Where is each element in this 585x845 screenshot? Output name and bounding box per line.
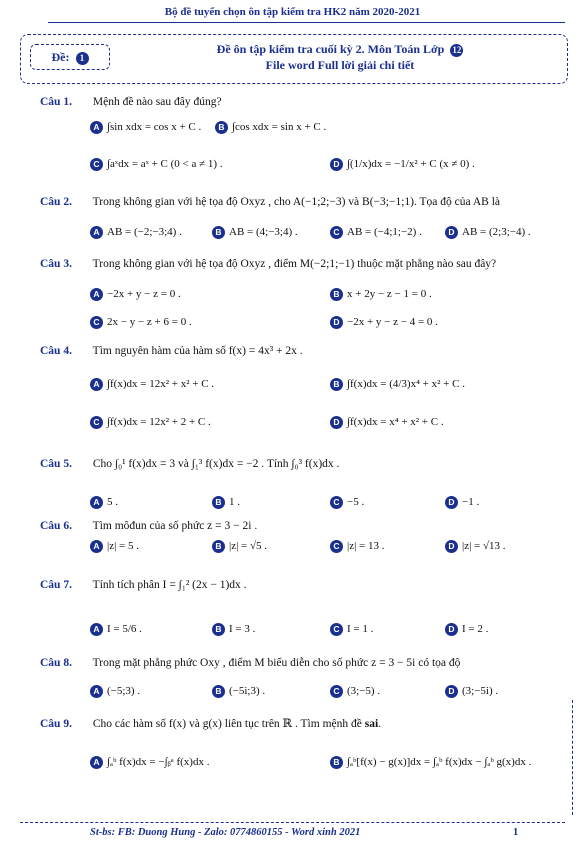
option-letter-badge: D	[445, 496, 458, 509]
option-text: AB = (2;3;−4) .	[462, 226, 531, 239]
option-text: ∫f(x)dx = (4/3)x⁴ + x² + C .	[347, 378, 465, 391]
option-text: AB = (4;−3;4) .	[229, 226, 298, 239]
option-text: AB = (−4;1;−2) .	[347, 226, 422, 239]
option-b[interactable]	[330, 756, 531, 769]
exam-title	[130, 42, 550, 57]
option-text: I = 1 .	[347, 623, 374, 636]
option-b[interactable]	[330, 288, 432, 301]
option-text: 5 .	[107, 496, 118, 509]
exam-subtitle: File word Full lời giải chi tiết	[265, 58, 415, 72]
option-b[interactable]	[212, 685, 265, 698]
option-text: (−5;3) .	[107, 685, 141, 698]
option-c[interactable]	[330, 226, 422, 239]
option-text: ∫aˣdx = aˣ + C (0 < a ≠ 1) .	[107, 158, 223, 171]
option-text: (−5i;3) .	[229, 685, 266, 698]
question-text: Cho ∫₀¹ f(x)dx = 3 và ∫₁³ f(x)dx = −2 . Tính ∫₀³ f(x)dx .	[92, 458, 340, 470]
option-letter-badge: D	[330, 316, 343, 329]
option-text: x + 2y − z − 1 = 0 .	[347, 288, 432, 301]
option-a[interactable]	[90, 378, 214, 391]
option-c[interactable]	[330, 496, 364, 509]
option-letter-badge: C	[330, 496, 343, 509]
question-8	[40, 657, 460, 669]
option-d[interactable]	[445, 496, 479, 509]
question-4	[40, 345, 303, 357]
option-d[interactable]	[330, 158, 475, 171]
question-7	[40, 579, 247, 591]
option-letter-badge: B	[212, 496, 225, 509]
question-1	[40, 96, 222, 108]
page-number: 1	[513, 827, 519, 838]
option-text: ∫f(x)dx = 12x² + x² + C .	[107, 378, 215, 391]
question-6	[40, 520, 257, 532]
option-letter-badge: C	[330, 226, 343, 239]
question-number: Câu 8.	[40, 657, 72, 669]
option-b[interactable]	[212, 540, 267, 553]
exam-number-box	[30, 44, 110, 70]
option-c[interactable]	[330, 540, 385, 553]
option-letter-badge: C	[90, 416, 103, 429]
option-letter-badge: A	[90, 121, 103, 134]
option-text: |z| = √5 .	[229, 540, 268, 553]
option-text: −5 .	[347, 496, 365, 509]
option-letter-badge: C	[330, 685, 343, 698]
option-text: AB = (−2;−3;4) .	[107, 226, 182, 239]
option-letter-badge: B	[215, 121, 228, 134]
option-d[interactable]	[445, 226, 531, 239]
option-letter-badge: C	[330, 540, 343, 553]
question-number: Câu 3.	[40, 258, 72, 270]
option-text: −2x + y − z = 0 .	[107, 288, 181, 301]
option-text: −1 .	[462, 496, 480, 509]
question-3	[40, 258, 496, 270]
question-number: Câu 4.	[40, 345, 72, 357]
exam-label: Đề:	[51, 50, 70, 64]
question-text: Trong không gian với hệ tọa độ Oxyz , cho A(−1;2;−3) và B(−3;−1;1). Tọa độ của AB là	[92, 196, 500, 208]
option-text: ∫f(x)dx = 12x² + 2 + C .	[107, 416, 211, 429]
option-b[interactable]	[215, 121, 326, 134]
option-letter-badge: A	[90, 540, 103, 553]
option-b[interactable]	[212, 496, 240, 509]
option-text: −2x + y − z − 4 = 0 .	[347, 316, 438, 329]
question-text: Tìm nguyên hàm của hàm số f(x) = 4x³ + 2x .	[92, 345, 303, 357]
question-text-end: .	[378, 718, 382, 730]
question-number: Câu 9.	[40, 718, 72, 730]
option-c[interactable]	[90, 416, 211, 429]
question-2	[40, 196, 500, 208]
question-number: Câu 5.	[40, 458, 72, 470]
header-rule	[48, 22, 565, 23]
option-text: I = 3 .	[229, 623, 256, 636]
option-letter-badge: D	[330, 158, 343, 171]
question-text: Tính tích phân I = ∫₁² (2x − 1)dx .	[92, 579, 247, 591]
option-a[interactable]	[90, 288, 181, 301]
question-number: Câu 1.	[40, 96, 72, 108]
option-text: (3;−5) .	[347, 685, 381, 698]
option-text: 1 .	[229, 496, 240, 509]
option-letter-badge: D	[445, 226, 458, 239]
option-text: ∫(1/x)dx = −1/x² + C (x ≠ 0) .	[347, 158, 475, 171]
option-letter-badge: D	[445, 540, 458, 553]
option-c[interactable]	[90, 158, 223, 171]
option-letter-badge: A	[90, 378, 103, 391]
option-text: ∫sin xdx = cos x + C .	[107, 121, 202, 134]
option-d[interactable]	[330, 416, 444, 429]
option-a[interactable]	[90, 685, 140, 698]
option-letter-badge: B	[212, 623, 225, 636]
option-text: (3;−5i) .	[462, 685, 499, 698]
footer-rule	[20, 822, 565, 823]
question-emphasis: sai	[364, 718, 379, 730]
question-text: Tìm môđun của số phức z = 3 − 2i .	[92, 520, 258, 532]
option-text: 2x − y − z + 6 = 0 .	[107, 316, 192, 329]
page-header: Bộ đề tuyển chọn ôn tập kiểm tra HK2 năm 2020-2021	[164, 6, 421, 18]
margin-rule	[572, 700, 573, 815]
option-letter-badge: A	[90, 496, 103, 509]
exam-title-text: Đề ôn tập kiểm tra cuối kỳ 2. Môn Toán Lớp	[216, 42, 445, 56]
option-text: ∫ₐᵇ f(x)dx = −∫ᵦᵃ f(x)dx .	[107, 756, 210, 769]
option-letter-badge: A	[90, 756, 103, 769]
option-b[interactable]	[212, 226, 298, 239]
grade-badge: 12	[452, 44, 462, 55]
question-5	[40, 458, 339, 470]
footer-credits: St-bs: FB: Duong Hung - Zalo: 0774860155 - Word xinh 2021	[90, 827, 361, 838]
question-number: Câu 7.	[40, 579, 72, 591]
question-text: Trong không gian với hệ tọa độ Oxyz , điểm M(−2;1;−1) thuộc mặt phẳng nào sau đây?	[92, 258, 497, 270]
option-letter-badge: B	[212, 226, 225, 239]
option-a[interactable]	[90, 756, 209, 769]
option-a[interactable]	[90, 226, 182, 239]
option-a[interactable]	[90, 496, 118, 509]
option-d[interactable]	[445, 540, 506, 553]
option-text: |z| = 5 .	[107, 540, 139, 553]
exam-number-badge: 1	[76, 52, 89, 65]
option-text: ∫cos xdx = sin x + C .	[232, 121, 327, 134]
option-letter-badge: C	[90, 158, 103, 171]
option-text: ∫f(x)dx = x⁴ + x² + C .	[347, 416, 444, 429]
option-d[interactable]	[445, 685, 498, 698]
option-letter-badge: B	[330, 288, 343, 301]
option-letter-badge: D	[445, 623, 458, 636]
option-text: I = 5/6 .	[107, 623, 142, 636]
option-c[interactable]	[330, 685, 380, 698]
option-letter-badge: B	[330, 378, 343, 391]
question-number: Câu 6.	[40, 520, 72, 532]
option-d[interactable]	[445, 623, 488, 636]
option-c[interactable]	[330, 623, 373, 636]
option-a[interactable]	[90, 623, 142, 636]
question-number: Câu 2.	[40, 196, 72, 208]
option-letter-badge: B	[212, 540, 225, 553]
question-9	[40, 716, 381, 730]
option-letter-badge: C	[330, 623, 343, 636]
option-text: |z| = √13 .	[462, 540, 506, 553]
option-b[interactable]	[330, 378, 465, 391]
option-letter-badge: B	[330, 756, 343, 769]
option-letter-badge: D	[330, 416, 343, 429]
option-letter-badge: B	[212, 685, 225, 698]
option-c[interactable]	[90, 316, 192, 329]
option-a[interactable]	[90, 121, 201, 134]
option-letter-badge: C	[90, 316, 103, 329]
option-text: ∫ₐᵇ[f(x) − g(x)]dx = ∫ₐᵇ f(x)dx − ∫ₐᵇ g(x)dx .	[347, 756, 532, 769]
option-letter-badge: A	[90, 288, 103, 301]
option-d[interactable]	[330, 316, 438, 329]
option-letter-badge: A	[90, 623, 103, 636]
question-text: Cho các hàm số f(x) và g(x) liên tục trên ℝ . Tìm mệnh đề	[92, 718, 365, 730]
question-text: Trong mặt phẳng phức Oxy , điểm M biểu diễn cho số phức z = 3 − 5i có tọa độ	[92, 657, 461, 669]
question-text: Mệnh đề nào sau đây đúng?	[92, 96, 222, 108]
option-letter-badge: A	[90, 685, 103, 698]
option-letter-badge: D	[445, 685, 458, 698]
option-b[interactable]	[212, 623, 255, 636]
option-a[interactable]	[90, 540, 139, 553]
option-text: I = 2 .	[462, 623, 489, 636]
option-text: |z| = 13 .	[347, 540, 385, 553]
option-letter-badge: A	[90, 226, 103, 239]
